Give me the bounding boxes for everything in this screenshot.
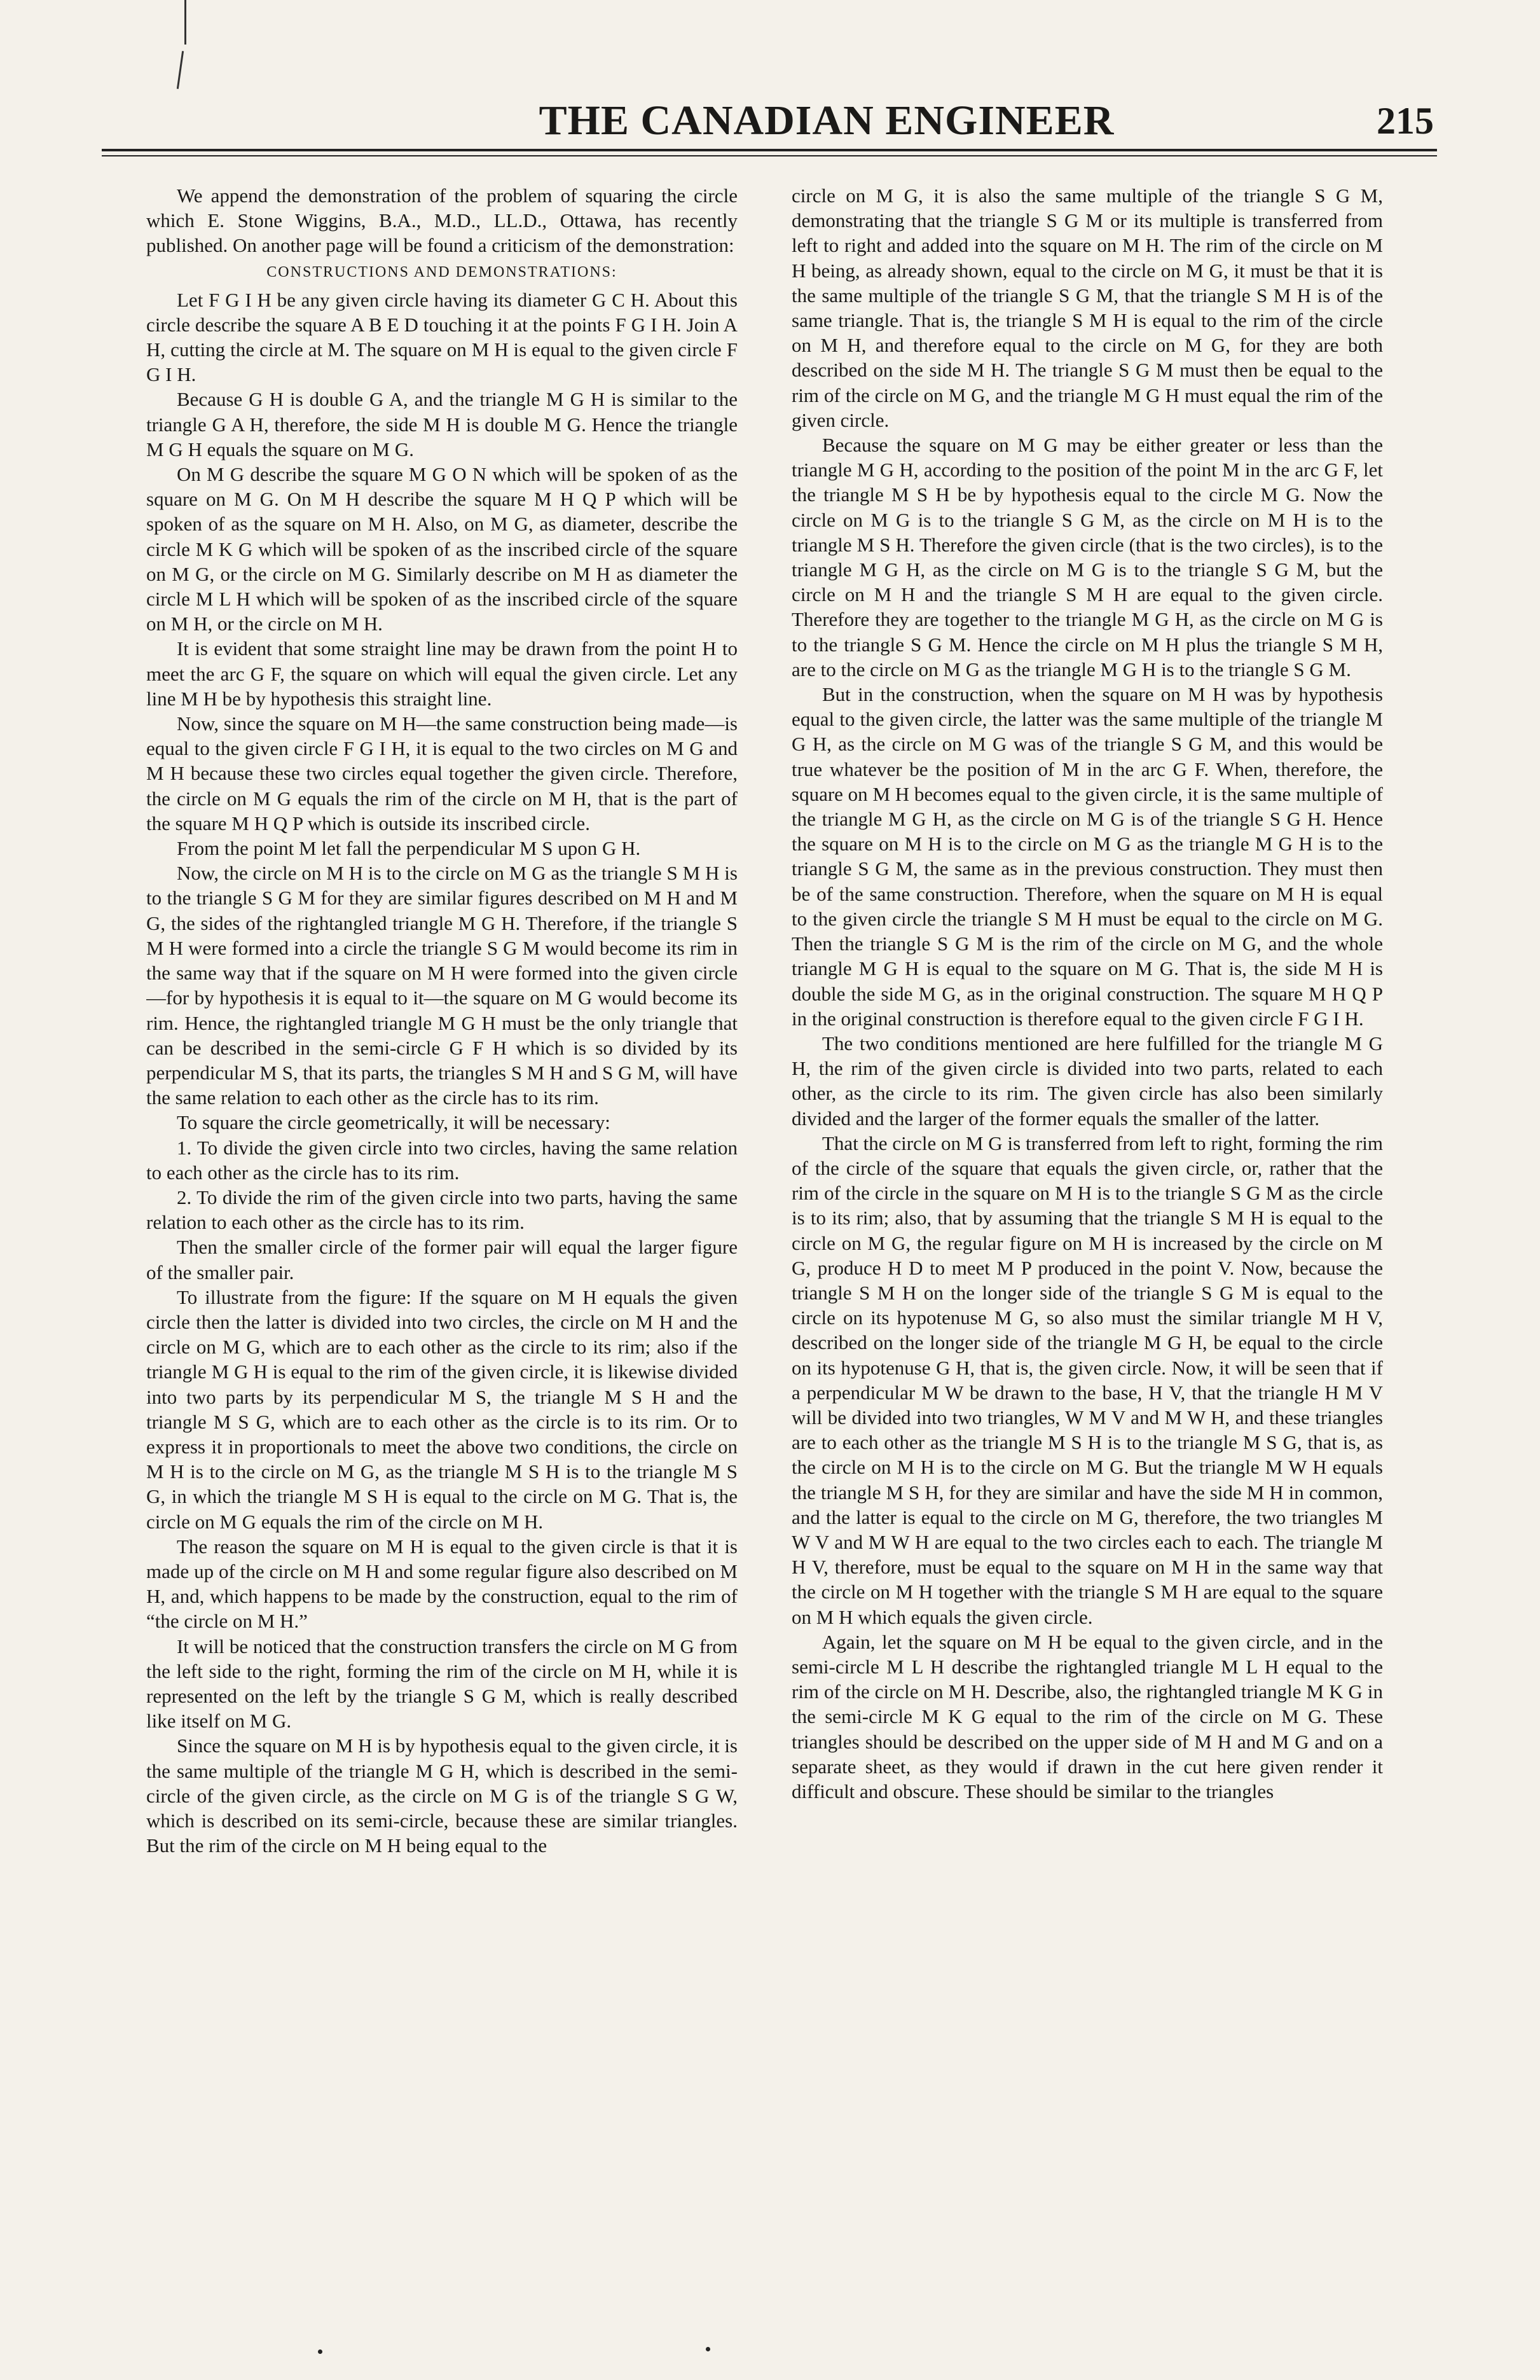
print-specks: [318, 2347, 763, 2366]
header-rule-thin: [102, 155, 1437, 156]
paragraph: On M G describe the square M G O N which will be spoken of as the square on M G. On M H describe the square M H Q P which will be spoken of as the square on M H. Also, on M G, as diameter, describe the circle M K G which will be spoken of as the inscribed circle of the square on M G, or the circle on M G. Similarly describe on M H as diameter the circle M L H which will be spoken of as the inscribed circle of the square on M H, or the circle on M H.: [146, 463, 738, 635]
paragraph: To square the circle geometrically, it will be necessary:: [177, 1111, 610, 1134]
paragraph: Then the smaller circle of the former pair will equal the larger figure of the smaller pair.: [146, 1236, 738, 1283]
paragraph: Now, the circle on M H is to the circle on M G as the triangle S M H is to the triangle S G M for they are similar figures described on M H and M G, the sides of the rightangled triangle M G H. Therefore, if the triangle S M H were formed into a circle the triangle S G M would become its rim in the same way that if the square on M H were formed into the given circle—for by hypothesis it is equal to it—the square on M G would become its rim. Hence, the rightangled triangle M G H must be the only triangle that can be described in the semi-circle G F H which is so divided by its perpendicular M S, that its parts, the triangles S M H and S G M, will have the same relation to each other as the circle has to its rim.: [146, 862, 738, 1109]
speck: [706, 2347, 710, 2351]
list-item: 1. To divide the given circle into two circles, having the same relation to each other as the circle has to its rim.: [146, 1136, 738, 1184]
paragraph: Since the square on M H is by hypothesis equal to the given circle, it is the same multiple of the triangle M G H, which is described in the semi-circle of the given circle, as the circle on M G is of the triangle S G W, which is described on its semi-circle, because these are similar triangles. But the rim of the circle on M H being equal to the: [146, 1734, 738, 1857]
paragraph: The two conditions mentioned are here fulfilled for the triangle M G H, the rim of the given circle is divided into two parts, related to each other, as the circle to its rim. The given circle has also been similarly divided and the larger of the former equals the smaller of the latter.: [792, 1032, 1383, 1130]
paragraph: The reason the square on M H is equal to the given circle is that it is made up of the circle on M H and some regular figure also described on M H, and, which happens to be made by the construction, equal to the rim of “the circle on M H.”: [146, 1535, 738, 1633]
section-heading: CONSTRUCTIONS AND DEMONSTRATIONS:: [266, 263, 617, 280]
paragraph: circle on M G, it is also the same multiple of the triangle S G M, demonstrating that the triangle S G M or its multiple is transferred from left to right and added into the square on M H. The rim of the circle on M H being, as already shown, equal to the circle on M G, it must be that it is the same multiple of the triangle S G M, that the triangle S M H is of the same triangle. That is, the triangle S M H is equal to the rim of the circle on M H, and therefore equal to the circle on M G, for they are both described on the side M H. The triangle S G M must then be equal to the rim of the circle on M G, and the triangle M G H must equal the rim of the given circle.: [792, 184, 1383, 431]
list-item: 2. To divide the rim of the given circle into two parts, having the same relation to each other as the circle has to its rim.: [146, 1186, 738, 1234]
paragraph: Now, since the square on M H—the same construction being made—is equal to the given circle F G I H, it is equal to the two circles on M G and M H because these two circles equal together the given circle. Therefore, the circle on M G equals the rim of the circle on M H, that is the part of the square M H Q P which is outside its inscribed circle.: [146, 712, 738, 834]
paragraph: We append the demonstration of the problem of squaring the circle which E. Stone Wiggins, B.A., M.D., LL.D., Ottawa, has recently published. On another page will be found a criticism of the demonstration:: [146, 184, 738, 257]
speck: [318, 2349, 322, 2354]
right-column: [792, 183, 1383, 2307]
paragraph: It will be noticed that the construction transfers the circle on M G from the left side to the right, forming the rim of the circle on M H, while it is represented on the left by the triangle S G M, which is really described like itself on M G.: [146, 1635, 738, 1733]
paragraph: Because G H is double G A, and the triangle M G H is similar to the triangle G A H, therefore, the side M H is double M G. Hence the triangle M G H equals the square on M G.: [146, 388, 738, 460]
paragraph: It is evident that some straight line may be drawn from the point H to meet the arc G F, the square on which will equal the given circle. Let any line M H be by hypothesis this straight line.: [146, 637, 738, 710]
paragraph: To illustrate from the figure: If the square on M H equals the given circle then the latter is divided into two circles, the circle on M H and the circle on M G, which are to each other as the circle to its rim; also if the triangle M G H is equal to the rim of the given circle, it is likewise divided into two parts by its perpendicular M S, the triangle M S H and the triangle M S G, which are to each other as the circle is to its rim. Or to express it in proportionals to meet the above two conditions, the circle on M H is to the circle on M G, as the triangle M S H is to the triangle M S G, in which the triangle M S H is equal to the circle on M G. That is, the circle on M G equals the rim of the circle on M H.: [146, 1285, 738, 1533]
paragraph: But in the construction, when the square on M H was by hypothesis equal to the given circle, the latter was the same multiple of the triangle M G H, as the circle on M G was of the triangle S G M, and this would be true whatever be the position of M in the arc G F. When, therefore, the square on M H becomes equal to the given circle, it is the same multiple of the triangle M G H, as the circle on M G is of the triangle S G H. Hence the square on M H is to the circle on M G as the triangle M G H is to the triangle S G M, the same as in the previous construction. They must then be of the same construction. Therefore, when the square on M H is equal to the given circle the triangle S M H must be equal to the circle on M G. Then the triangle S G M is the rim of the circle on M G, and the whole triangle M G H is equal to the square on M G. That is, the side M H is double the side M G, as in the original construction. The square M H Q P in the original construction is therefore equal to the given circle F G I H.: [792, 683, 1383, 1030]
journal-title: THE CANADIAN ENGINEER: [539, 97, 1115, 144]
paragraph: Again, let the square on M H be equal to the given circle, and in the semi-circle M L H describe the rightangled triangle M L H equal to the rim of the circle on M H. Describe, also, the rightangled triangle M K G in the semi-circle M K G equal to the rim of the circle on M G. These triangles should be described on the upper side of M H and M G and on a separate sheet, as they would if drawn in the cut here given render it difficult and obscure. These should be similar to the triangles: [792, 1630, 1383, 1802]
margin-mark-slant: [177, 51, 184, 89]
left-column: [146, 183, 738, 2307]
page-header: [143, 95, 1434, 146]
paragraph: Because the square on M G may be either greater or less than the triangle M G H, according to the position of the point M in the arc G F, let the triangle M S H be by hypothesis equal to the circle M G. Now the circle on M G is to the triangle S G M, as the circle on M H is to the triangle M S H. Therefore the given circle (that is the two circles), is to the triangle M G H, as the circle on M G is to the triangle S G M, but the circle on M H and the triangle S M H are equal to the given circle. Therefore they are together to the triangle M G H, as the circle on M G is to the triangle S G M. Hence the circle on M H plus the triangle S M H, are to the circle on M G as the triangle M G H is to the triangle S G M.: [792, 434, 1383, 681]
header-rule-thick: [102, 149, 1437, 151]
paragraph: That the circle on M G is transferred from left to right, forming the rim of the circle of the square that equals the given circle, or, rather that the rim of the circle in the square on M H is to the triangle S G M as the circle is to its rim; also, that by assuming that the triangle S M H is equal to the circle on M G, the regular figure on M H is increased by the circle on M G, produce H D to meet M P produced in the point V. Now, because the triangle S M H on the longer side of the triangle S G M is equal to the circle on its hypotenuse M G, so also must the similar triangle M H V, described on the longer side of the triangle M G H, be equal to the circle on its hypotenuse G H, that is, the given circle. Now, it will be seen that if a perpendicular M W be drawn to the base, H V, that the triangle H M V will be divided into two triangles, W M V and M W H, and these triangles are to each other as the triangle M S H is to the triangle M S G, that is, as the circle on M H is to the circle on M G. But the triangle M W H equals the triangle M S H, for they are similar and have the side M H in common, and the latter is equal to the circle on M G, therefore, the two triangles M W V and M W H are equal to the two circles each to each. The triangle M H V, therefore, must be equal to the square on M H in the same way that the circle on M H together with the triangle S M H are equal to the square on M H which equals the given circle.: [792, 1131, 1383, 1628]
paragraph: From the point M let fall the perpendicular M S upon G H.: [177, 837, 641, 860]
margin-mark-top: [184, 0, 186, 45]
page-number: 215: [1377, 100, 1434, 142]
paragraph: Let F G I H be any given circle having its diameter G C H. About this circle describe the square A B E D touching it at the points F G I H. Join A H, cutting the circle at M. The square on M H is equal to the given circle F G I H.: [146, 288, 738, 386]
